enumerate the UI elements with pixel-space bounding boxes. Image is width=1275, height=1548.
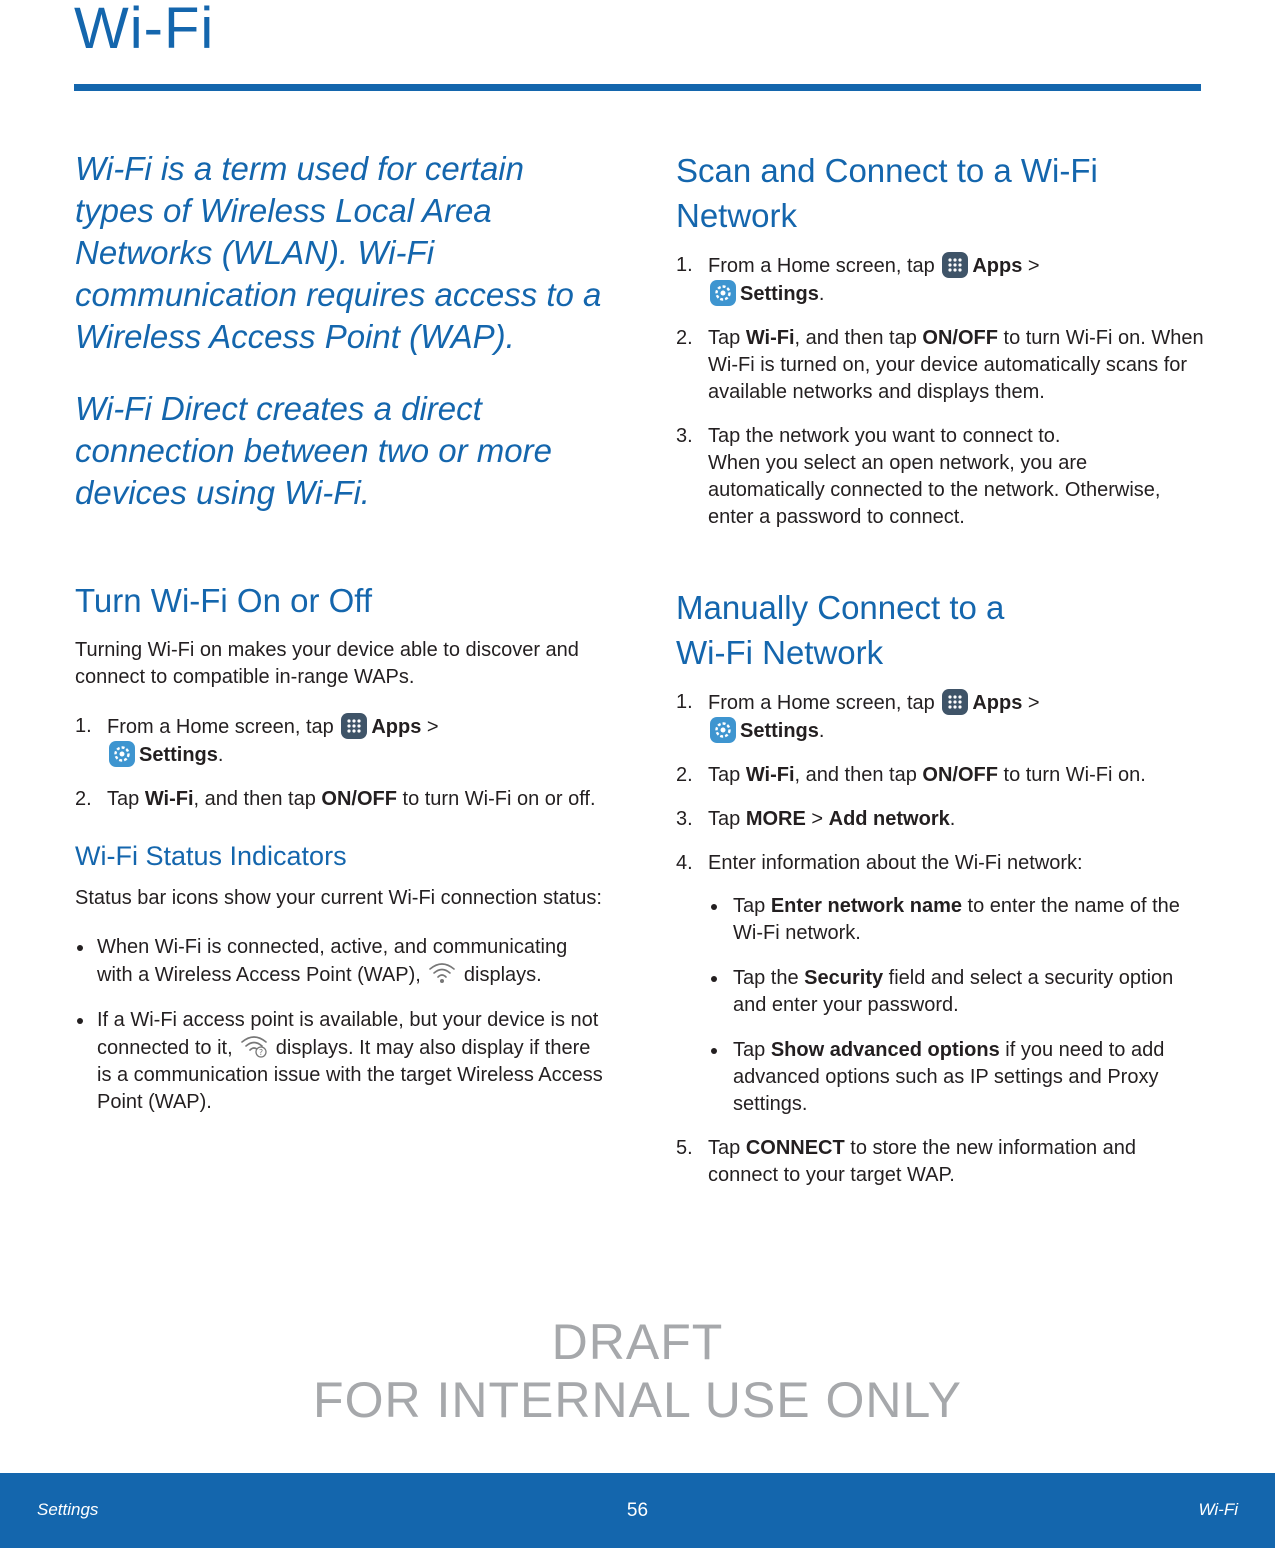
step-item bbox=[75, 786, 605, 813]
separator: > bbox=[1027, 255, 1040, 277]
step-number: 2. bbox=[75, 788, 92, 810]
bullet-text: Tap the bbox=[733, 967, 799, 989]
bullet-text: Tap bbox=[733, 1039, 766, 1061]
step-text: Enter information about the Wi-Fi network: bbox=[708, 852, 1083, 874]
bullet-text: to enter the name of the Wi-Fi network. bbox=[733, 895, 1180, 944]
right-column bbox=[676, 148, 1206, 1206]
step-text: , and then tap bbox=[794, 764, 917, 786]
step-item bbox=[676, 806, 1206, 833]
settings-label: Settings bbox=[740, 720, 819, 742]
apps-grid-icon[interactable] bbox=[341, 713, 367, 739]
bullet-text: If a Wi-Fi access point is available, but your device is not connected to it, bbox=[97, 1009, 599, 1059]
network-info-bullets bbox=[708, 893, 1206, 1118]
step-text: From a Home screen, tap bbox=[708, 692, 935, 714]
list-item bbox=[75, 934, 605, 989]
separator: > bbox=[1027, 692, 1040, 714]
step-text: , and then tap bbox=[794, 327, 917, 349]
punctuation: . bbox=[818, 283, 825, 305]
step-item bbox=[676, 762, 1206, 789]
security-label: Security bbox=[804, 967, 884, 989]
step-number: 3. bbox=[676, 808, 693, 830]
settings-gear-icon[interactable] bbox=[710, 717, 736, 743]
section-heading-scan-connect: Scan and Connect to a Wi-Fi Network bbox=[676, 152, 1098, 234]
left-column bbox=[75, 148, 605, 1134]
step-text: From a Home screen, tap bbox=[708, 255, 935, 277]
step-text: to turn Wi-Fi on. bbox=[1003, 764, 1146, 786]
intro-paragraph-1: Wi-Fi is a term used for certain types of Wireless Local Area Networks (WLAN). Wi-Fi communication requires access to a Wireless Access Point (WAP). bbox=[75, 150, 602, 355]
list-item bbox=[708, 965, 1206, 1019]
section-heading-status-indicators: Wi-Fi Status Indicators bbox=[75, 841, 347, 871]
step-text: to store the new information and connect to your target WAP. bbox=[708, 1137, 1136, 1186]
bullet-text: field and select a security option and enter your password. bbox=[733, 967, 1174, 1016]
step-number: 5. bbox=[676, 1137, 693, 1159]
wifi-connected-icon bbox=[428, 961, 456, 985]
step-number: 2. bbox=[676, 327, 693, 349]
step-number: 1. bbox=[676, 691, 693, 713]
step-item bbox=[676, 423, 1206, 531]
punctuation: . bbox=[818, 720, 825, 742]
step-text: Tap bbox=[708, 808, 741, 830]
step-item bbox=[676, 850, 1206, 1118]
watermark-internal-use: FOR INTERNAL USE ONLY bbox=[313, 1372, 962, 1428]
onoff-label: ON/OFF bbox=[922, 327, 998, 349]
list-item bbox=[708, 1037, 1206, 1118]
step-item bbox=[75, 713, 605, 769]
apps-label: Apps bbox=[972, 255, 1023, 277]
intro-paragraph-2: Wi-Fi Direct creates a direct connection between two or more devices using Wi-Fi. bbox=[75, 390, 552, 511]
wifi-available-icon bbox=[240, 1034, 268, 1058]
step-item bbox=[676, 325, 1206, 406]
scan-steps bbox=[676, 252, 1206, 531]
heading-line: Manually Connect to a bbox=[676, 589, 1005, 626]
step-text: Tap bbox=[708, 327, 741, 349]
settings-label: Settings bbox=[139, 744, 218, 766]
section-heading-turn-on-off: Turn Wi-Fi On or Off bbox=[75, 582, 373, 619]
step-item bbox=[676, 1135, 1206, 1189]
apps-label: Apps bbox=[371, 716, 422, 738]
bullet-text: displays. It may also display if there is a communication issue with the target Wireless Access Point (WAP). bbox=[97, 1037, 603, 1113]
step-text: Tap bbox=[708, 764, 741, 786]
list-item bbox=[75, 1007, 605, 1116]
footer-section-link[interactable]: Settings bbox=[37, 1500, 99, 1519]
wifi-label: Wi-Fi bbox=[144, 788, 194, 810]
title-rule bbox=[74, 84, 1201, 91]
enter-network-name-label: Enter network name bbox=[770, 895, 962, 917]
footer-page-number: 56 bbox=[626, 1500, 649, 1521]
apps-grid-icon[interactable] bbox=[942, 689, 968, 715]
step-text: Tap bbox=[708, 1137, 741, 1159]
apps-grid-icon[interactable] bbox=[942, 252, 968, 278]
step-number: 4. bbox=[676, 852, 693, 874]
bullet-text: if you need to add advanced options such as IP settings and Proxy settings. bbox=[733, 1039, 1165, 1115]
step-text: Tap bbox=[107, 788, 140, 810]
bullet-text: Tap bbox=[733, 895, 766, 917]
turn-on-off-steps bbox=[75, 713, 605, 813]
punctuation: . bbox=[217, 744, 224, 766]
step-text: , and then tap bbox=[193, 788, 316, 810]
onoff-label: ON/OFF bbox=[321, 788, 397, 810]
status-description: Status bar icons show your current Wi-Fi connection status: bbox=[75, 887, 602, 909]
settings-gear-icon[interactable] bbox=[710, 280, 736, 306]
step-number: 1. bbox=[676, 254, 693, 276]
footer-bar bbox=[0, 1473, 1275, 1548]
section-heading-manual-connect bbox=[676, 585, 1206, 675]
separator: > bbox=[426, 716, 439, 738]
punctuation: . bbox=[949, 808, 956, 830]
step-text: to turn Wi-Fi on or off. bbox=[402, 788, 596, 810]
page-title: Wi-Fi bbox=[74, 0, 215, 61]
add-network-label: Add network bbox=[828, 808, 950, 830]
wifi-label: Wi-Fi bbox=[745, 764, 795, 786]
show-advanced-options-label: Show advanced options bbox=[770, 1039, 1000, 1061]
connect-label: CONNECT bbox=[745, 1137, 845, 1159]
apps-label: Apps bbox=[972, 692, 1023, 714]
step-item bbox=[676, 689, 1206, 745]
separator: > bbox=[811, 808, 824, 830]
step-text: From a Home screen, tap bbox=[107, 716, 334, 738]
step-item bbox=[676, 252, 1206, 308]
step-text: When you select an open network, you are automatically connected to the network. Otherwise, enter a password to connect. bbox=[708, 452, 1161, 528]
manual-steps bbox=[676, 689, 1206, 1189]
heading-line: Wi-Fi Network bbox=[676, 634, 884, 671]
status-bullets bbox=[75, 934, 605, 1116]
bullet-text: When Wi-Fi is connected, active, and communicating with a Wireless Access Point (WAP), bbox=[97, 936, 568, 986]
settings-gear-icon[interactable] bbox=[109, 741, 135, 767]
step-number: 3. bbox=[676, 425, 693, 447]
step-number: 2. bbox=[676, 764, 693, 786]
wifi-label: Wi-Fi bbox=[745, 327, 795, 349]
footer-chapter-link[interactable]: Wi-Fi bbox=[1198, 1500, 1238, 1519]
step-number: 1. bbox=[75, 715, 92, 737]
more-label: MORE bbox=[745, 808, 806, 830]
bullet-text: displays. bbox=[463, 964, 542, 986]
step-text: to turn Wi-Fi on. When Wi-Fi is turned on, your device automatically scans for available networks and displays them. bbox=[708, 327, 1204, 403]
watermark-draft: DRAFT bbox=[551, 1314, 724, 1370]
step-text: Tap the network you want to connect to. bbox=[708, 425, 1061, 447]
turn-on-off-description: Turning Wi-Fi on makes your device able to discover and connect to compatible in-range WAPs. bbox=[75, 639, 579, 688]
onoff-label: ON/OFF bbox=[922, 764, 998, 786]
svg-text:?: ? bbox=[259, 1048, 264, 1057]
settings-label: Settings bbox=[740, 283, 819, 305]
list-item bbox=[708, 893, 1206, 947]
